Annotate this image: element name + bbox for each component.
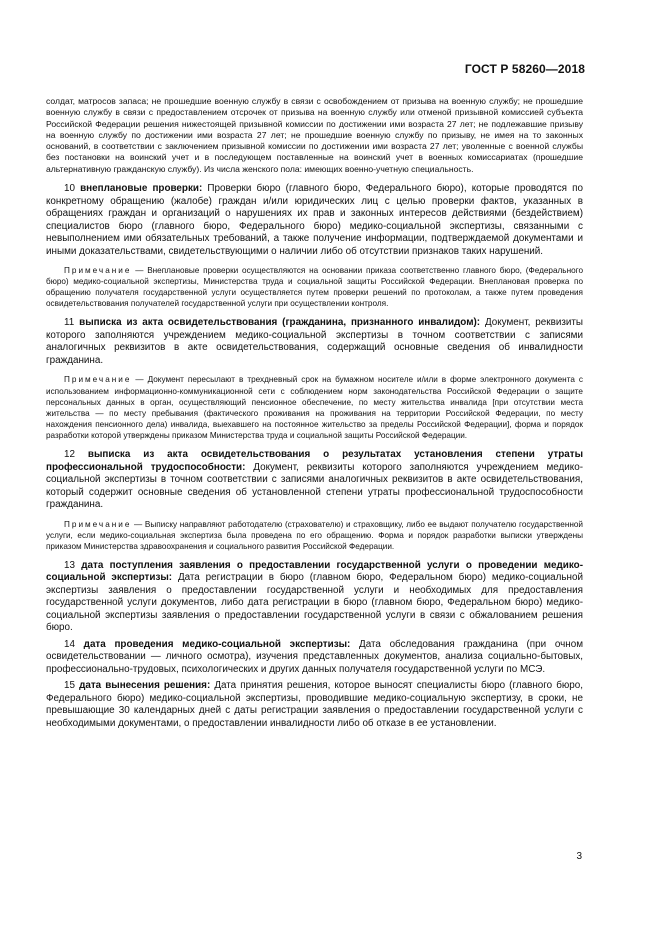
term-definition: Дата обследования гражданина (при очном освидетельствовании — личного осмотра), изучения представленных документов, анализа социально-бытовых, профессионально-трудовых, психологических и других данных получателя государственной услуги по МСЭ. bbox=[46, 638, 583, 675]
term-13 bbox=[46, 560, 583, 635]
term-11 bbox=[46, 317, 583, 367]
term-title: дата поступления заявления о предоставлении государственной услуги о проведении медико-социальной экспертизы: bbox=[46, 559, 583, 584]
note-text: — Документ пересылают в трехдневный срок на бумажном носителе и/или в форме электронного документа с использованием информационно-коммуникационной сети с соблюдением норм законодательства Российской Федерации о защите персональных данных в орган, осуществляющий пенсионное обеспечение, по месту жительства инвалида [при отсутствии места жительства — по месту пребывания (фактического проживания на проживания на территории Российской Федерации, по месту нахождения пенсионного дела) инвалида, выехавшего на постоянное жительство за пределы Российской Федерации], форма и порядок разработки которой утверждены приказом Министерства труда и социальной защиты Российской Федерации. bbox=[46, 375, 583, 440]
term-12 bbox=[46, 449, 583, 512]
term-number: 13 bbox=[64, 559, 75, 571]
standard-header: ГОСТ Р 58260—2018 bbox=[464, 62, 585, 76]
term-title: выписка из акта освидетельствования о результатах установления степени утраты профессиональной трудоспособности: bbox=[46, 449, 583, 473]
term-number: 10 bbox=[64, 183, 75, 195]
term-number: 14 bbox=[64, 638, 75, 650]
term-definition: Дата принятия решения, которое выносят специалисты бюро (главного бюро, Федерального бюро) медико-социальной экспертизы, проводившие медико-социальную экспертизу, в сроки, не превышающие 30 календарных дней с даты регистрации заявления о предоставлении государственной услуги с необходимыми документами, о предоставлении инвалидности либо об отказе в ее установлении. bbox=[46, 680, 584, 729]
term-definition: Документ, реквизиты которого заполняются учреждением медико-социальной экспертизы в точном соответствии с записями аналогичных реквизитов в акте освидетельствования, содержащий основные сведения об инвалидности гражданина. bbox=[46, 317, 584, 366]
term-number: 12 bbox=[64, 449, 75, 461]
term-number: 15 bbox=[64, 680, 75, 692]
note-text: — Внеплановые проверки осуществляются на основании приказа соответственно главного бюро, (Федерального бюро) медико-социальной экспертизы, Министерства труда и социальной защиты Российской Федерации. Внеплановая проверка по обращению получателя государственной услуги осуществляется путем проверки решений по протоколам, а также путем проведения освидетельствования получателей государственной услуги при осуществлении контроля. bbox=[46, 266, 583, 309]
note-label: Примечание bbox=[64, 266, 132, 276]
term-number: 11 bbox=[64, 317, 75, 329]
page-number: 3 bbox=[576, 851, 582, 862]
term-title: дата вынесения решения: bbox=[79, 680, 211, 692]
note-12 bbox=[46, 519, 583, 552]
term-title: дата проведения медико-социальной экспертизы: bbox=[83, 638, 351, 650]
term-definition: Проверки бюро (главного бюро, Федерального бюро), которые проводятся по конкретному обращению (жалобе) граждан и/или юридических лиц с целью проверки фактов, указанных в обращениях граждан и организаций о нарушениях их прав и законных интересов действиями (бездействием) специалистов бюро (главного бюро, Федерального бюро) медико-социальной экспертизы, связанными с невыполнением ими обязательных требований, а также получение информации, подтверждаемой документами и иными доказательствами, свидетельствующими о наличии либо об отсутствии признаков таких нарушений. bbox=[46, 183, 583, 257]
note-11 bbox=[46, 374, 583, 441]
note-text: — Выписку направляют работодателю (страхователю) и страховщику, либо ее выдают получателю государственной услуги, если медико-социальная экспертиза была проведена по его обращению. Форма и порядок разработки выписки утверждены приказом Министерства здравоохранения и социального развития Российской Федерации. bbox=[46, 519, 584, 551]
term-definition: Документ, реквизиты которого заполняются учреждением медико-социальной экспертизы в точном соответствии с записями аналогичных реквизитов в акте освидетельствования, который содержит основные сведения об установленной степени утраты профессиональной трудоспособности гражданина. bbox=[46, 461, 583, 511]
term-definition: Дата регистрации в бюро (главном бюро, Федеральном бюро) медико-социальной экспертизы заявления о предоставлении государственной услуги и необходимых для предоставления государственной услуги документов, либо дата регистрации в бюро (главном бюро, Федеральном бюро) медико-социальной экспертизы заявления о предоставлении государственной услуги в связи с обжалованием решения бюро. bbox=[46, 572, 583, 634]
term-title: выписка из акта освидетельствования (гражданина, признанного инвалидом): bbox=[79, 317, 481, 329]
note-10 bbox=[46, 265, 583, 309]
term-title: внеплановые проверки: bbox=[80, 183, 203, 195]
note-label: Примечание bbox=[64, 375, 132, 385]
term-10 bbox=[46, 183, 583, 258]
note-label: Примечание bbox=[64, 519, 132, 529]
term-14 bbox=[46, 639, 583, 677]
term-15 bbox=[46, 680, 583, 730]
intro-paragraph: солдат, матросов запаса; не прошедшие военную службу в связи с освобождением от призыва на военную службу; не прошедшие военную службу в связи с предоставлением отсрочек от призыва на военную службу или отменой призывной комиссией субъекта Российской Федерации решения нижестоящей призывной комиссии по достижении ими возраста 27 лет; не подлежавшие призыву на военную службу по достижении ими возраста 27 лет; не прошедшие военную службу по призыву, не имея на то законных оснований, в соответствии с заключением призывной комиссии по достижении ими возраста 27 лет; уволенные с военной службы без постановки на воинский учет и в последующем поставленные на воинский учет в военных комиссариатах (прошедшие альтернативную гражданскую службу). Из числа женского пола: имеющих военно-учетную специальность. bbox=[46, 96, 583, 174]
document-body bbox=[46, 96, 583, 730]
